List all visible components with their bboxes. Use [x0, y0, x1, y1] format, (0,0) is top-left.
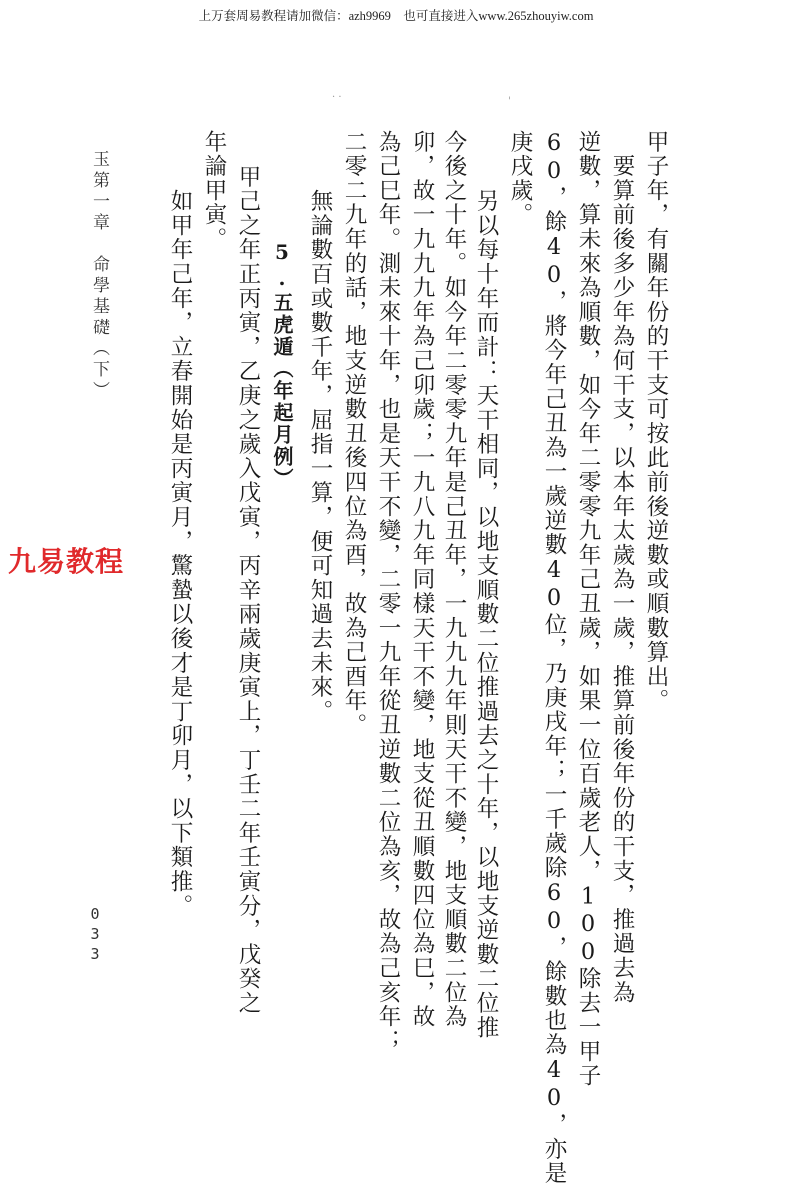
text-column-15: 如甲年己年，立春開始是丙寅月，驚蟄以後才是丁卯月，以下類推。: [167, 165, 193, 919]
watermark-logo: 九易教程: [8, 545, 125, 578]
text-column-5: 庚戌歲。: [507, 130, 533, 228]
top-banner: 上万套周易教程请加微信：azh9969 也可直接进入www.265zhouyiw.com: [198, 9, 594, 23]
text-column-2: 要算前後多少年為何干支，以本年太歲為一歲，推算前後年份的干支，推過去為: [609, 130, 635, 1005]
text-column-7: 今後之十年。如今年二零零九年是己丑年，一九九九年則天干不變，地支順數二位為: [441, 130, 467, 1030]
text-column-14: 年論甲寅。: [201, 130, 227, 252]
text-column-1: 甲子年，有關年份的干支可按此前後逆數或順數算出。: [643, 130, 669, 714]
running-header: 玉第一章 命學基礎（下）: [89, 150, 109, 402]
scan-speck: · ·: [332, 92, 342, 103]
scan-speck: ': [508, 96, 511, 107]
text-column-3: 逆數，算未來為順數，如今年二零零九年己丑歲，如果一位百歲老人，100除去一甲子: [575, 130, 601, 1089]
text-column-11: 無論數百或數千年，屈指一算，便可知過去未來。: [307, 165, 333, 724]
text-column-9: 為己巳年。測未來十年，也是天干不變，二零一九年從丑逆數二位為亥，故為己亥年；: [375, 130, 401, 1054]
text-column-8: 卯，故一九九九年為己卯歲；一九八九年同樣天干不變，地支從丑順數四位為巳，故: [409, 130, 435, 1030]
page-number: 033: [86, 905, 104, 965]
text-column-6: 另以每十年而計：天干相同，以地支順數二位推過去之十年，以地支逆數二位推: [473, 165, 499, 1040]
text-column-13: 甲己之年正丙寅，乙庚之歲入戊寅，丙辛兩歲庚寅上，丁壬二年壬寅分，戊癸之: [235, 165, 261, 1016]
text-column-4: 60，餘40，將今年己丑為一歲逆數40位，乃庚戌年；一千歲除60，餘數也為40，亦是: [541, 130, 567, 1186]
section-heading: 5.五虎遁（年起月例）: [270, 240, 294, 490]
text-column-10: 二零二九年的話，地支逆數丑後四位為酉，故為己酉年。: [341, 130, 367, 738]
